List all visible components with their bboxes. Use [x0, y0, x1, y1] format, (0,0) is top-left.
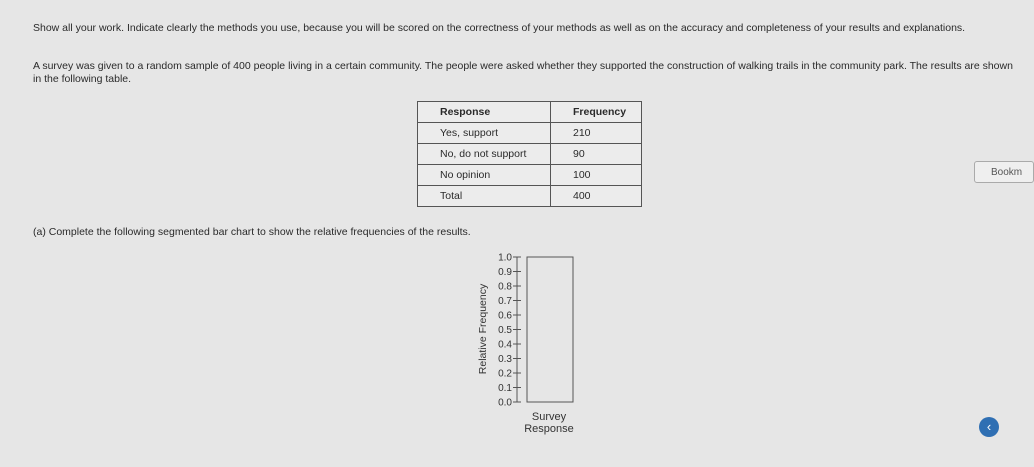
x-axis-label: Response: [524, 423, 574, 435]
y-tick-label: 0.9: [498, 267, 512, 278]
instructions-text: Show all your work. Indicate clearly the methods you use, because you will be scored on the correctness of your methods as well as on the accuracy and completeness of your results and explanations.: [33, 22, 966, 34]
y-tick-label: 0.8: [498, 281, 512, 293]
cell-response: Total: [418, 186, 551, 207]
bar-frame[interactable]: [527, 257, 573, 402]
cell-frequency: 90: [551, 144, 642, 165]
chevron-left-icon[interactable]: ‹: [979, 417, 999, 437]
part-a-prompt: (a) Complete the following segmented bar chart to show the relative frequencies of the results.: [33, 226, 471, 238]
cell-frequency: 210: [551, 123, 642, 144]
y-tick-label: 0.5: [498, 325, 512, 336]
cell-response: No opinion: [418, 165, 551, 186]
y-tick-label: 0.2: [498, 368, 512, 380]
y-tick-label: 0.4: [498, 339, 512, 351]
y-tick-label: 0.1: [498, 383, 512, 394]
y-tick-label: 0.3: [498, 354, 512, 365]
header-response: Response: [418, 102, 551, 123]
y-tick-label: 0.7: [498, 296, 512, 307]
bookmark-button[interactable]: Bookm: [974, 161, 1034, 183]
x-axis-label: Survey: [531, 411, 567, 423]
y-tick-label: 0.6: [498, 310, 512, 322]
cell-response: Yes, support: [418, 123, 551, 144]
y-tick-label: 1.0: [498, 252, 512, 264]
header-frequency: Frequency: [551, 102, 642, 123]
intro-text: A survey was given to a random sample of 400 people living in a certain community. The people were asked whether they supported the construction of walking trails in the community park. The results are shown in the following table.: [33, 60, 1013, 85]
cell-frequency: 100: [551, 165, 642, 186]
cell-frequency: 400: [551, 186, 642, 207]
y-axis-label: Relative Frequency: [477, 283, 489, 375]
cell-response: No, do not support: [418, 144, 551, 165]
y-tick-label: 0.0: [498, 397, 512, 409]
